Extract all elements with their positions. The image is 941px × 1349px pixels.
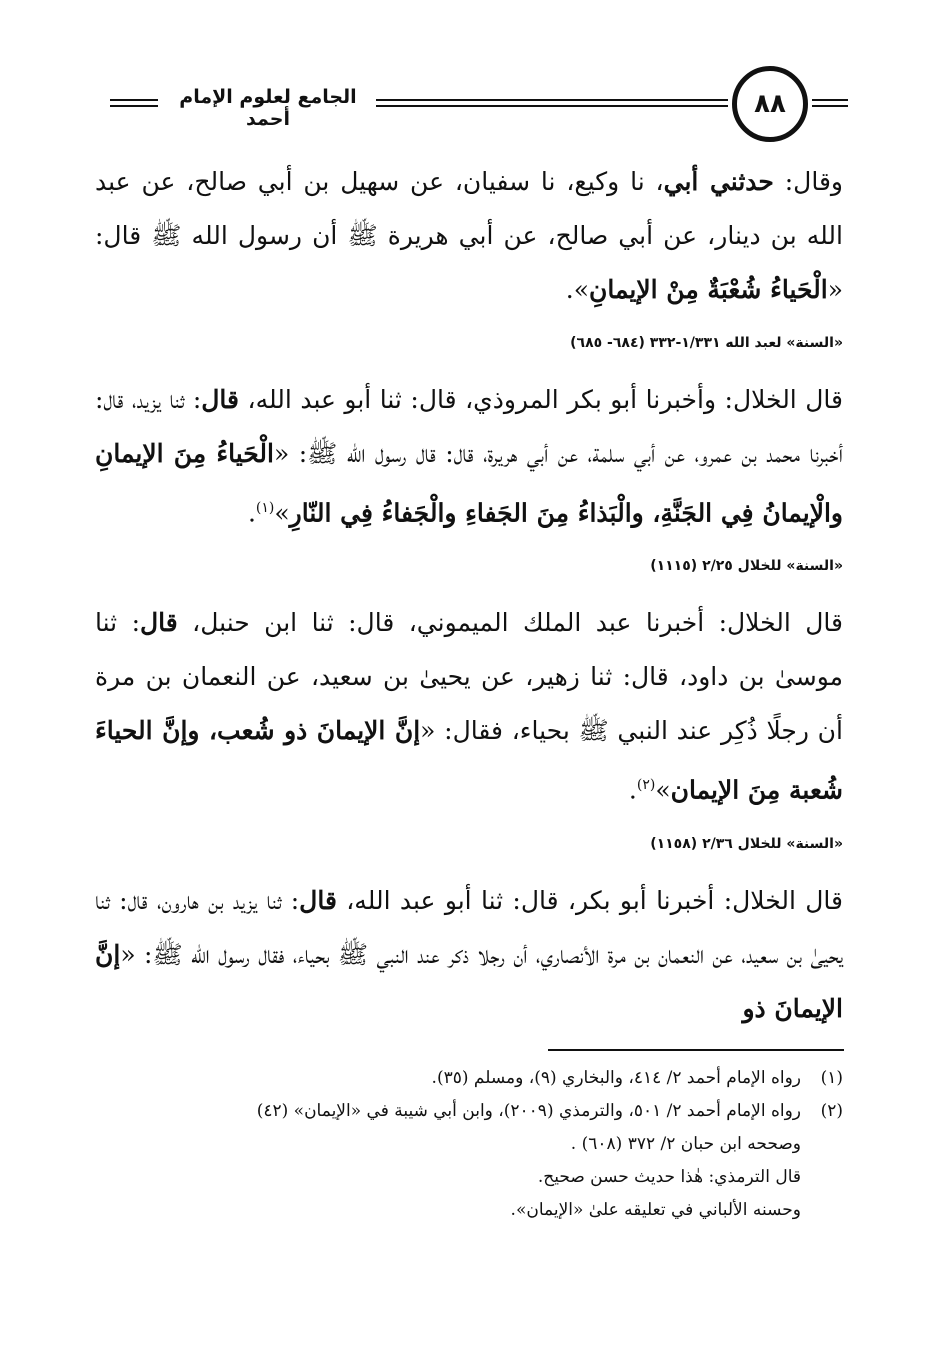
footnote-text: رواه الإمام أحمد ٢/ ٥٠١، والترمذي (٢٠٠٩)، وابن أبي شيبة في «الإيمان» (٤٢) (256, 1101, 801, 1121)
hadith-paragraph-1: وقال: حدثني أبي، نا وكيع، نا سفيان، عن سهيل بن أبي صالح، عن عبد الله بن دينار، عن أبي صالح، عن أبي هريرة ﷺ أن رسول الله ﷺ قال: «الْحَياءُ شُعْبَةٌ مِنْ الإيمانِ». (95, 167, 843, 304)
footnote-text: رواه الإمام أحمد ٢/ ٤١٤، والبخاري (٩)، ومسلم (٣٥). (431, 1068, 801, 1088)
footnote-separator (548, 1049, 844, 1051)
header-rule-left (110, 99, 158, 107)
footnote-2-line-3: قال الترمذي: هٰذا حديث حسن صحيح. (537, 1167, 801, 1187)
source-citation-2: «السنة» للخلال ٢/٢٥ (١١١٥) (650, 558, 843, 575)
page-header (100, 62, 845, 148)
header-rule-middle (376, 99, 728, 107)
footnote-2-line-4: وحسنه الألباني في تعليقه علىٰ «الإيمان». (510, 1200, 801, 1220)
footnote-number: (١) (820, 1068, 843, 1088)
footnote-ref-2[interactable]: (٢) (636, 777, 656, 794)
footnote-2 (95, 1095, 843, 1128)
source-citation-3: «السنة» للخلال ٢/٣٦ (١١٥٨) (650, 835, 843, 852)
hadith-paragraph-2: قال الخلال: وأخبرنا أبو بكر المروذي، قال: ثنا أبو عبد الله، قال: ثنا يزيد، قال: أخبرنا محمد بن عمرو، عن أبي سلمة، عن أبي هريرة، قال: قال رسول الله ﷺ: «الْحَياءُ مِنَ الإيمانِ والْإيمانُ فِي الجَنَّةِ، والْبَذاءُ مِنَ الجَفاءِ والْجَفاءُ فِي النّارِ»$^{(١)}$. (95, 385, 843, 528)
footnote-ref-1[interactable]: (١) (255, 500, 275, 516)
hadith-paragraph-4: قال الخلال: أخبرنا أبو بكر، قال: ثنا أبو عبد الله، قال: ثنا يزيد بن هارون، قال: ثنا يحيىٰ بن سعيد، عن النعمان بن مرة الأنصاري، أن رجلا ذكر عند النبي ﷺ بحياء، فقال رسول الله ﷺ: «إنَّ الإيمانَ ذو (95, 885, 843, 1023)
header-rule-right (812, 99, 848, 107)
footnotes (95, 1062, 843, 1227)
hadith-paragraph-3: قال الخلال: أخبرنا عبد الملك الميموني، قال: ثنا ابن حنبل، قال: ثنا موسىٰ بن داود، قال: ثنا زهير، عن يحيىٰ بن سعيد، عن النعمان بن مرة أن رجلًا ذُكِر عند النبي ﷺ بحياء، فقال: «إنَّ الإيمانَ ذو شُعب، وإنَّ الحياءَ شُعبة مِنَ الإيمان»$^{(٢)}$. (95, 608, 843, 805)
footnote-number: (٢) (820, 1101, 843, 1121)
running-title: الجامع لعلوم الإمام أحمد (179, 86, 357, 130)
footnote-1 (95, 1062, 843, 1095)
page-number: ٨٨ (732, 66, 808, 142)
source-citation-1: «السنة» لعبد الله ١/٣٣١-٣٣٢ (٦٨٤- ٦٨٥) (570, 335, 843, 351)
footnote-2-line-2: وصححه ابن حبان ٢/ ٣٧٢ (٦٠٨) . (570, 1134, 801, 1154)
main-text (95, 155, 843, 1036)
